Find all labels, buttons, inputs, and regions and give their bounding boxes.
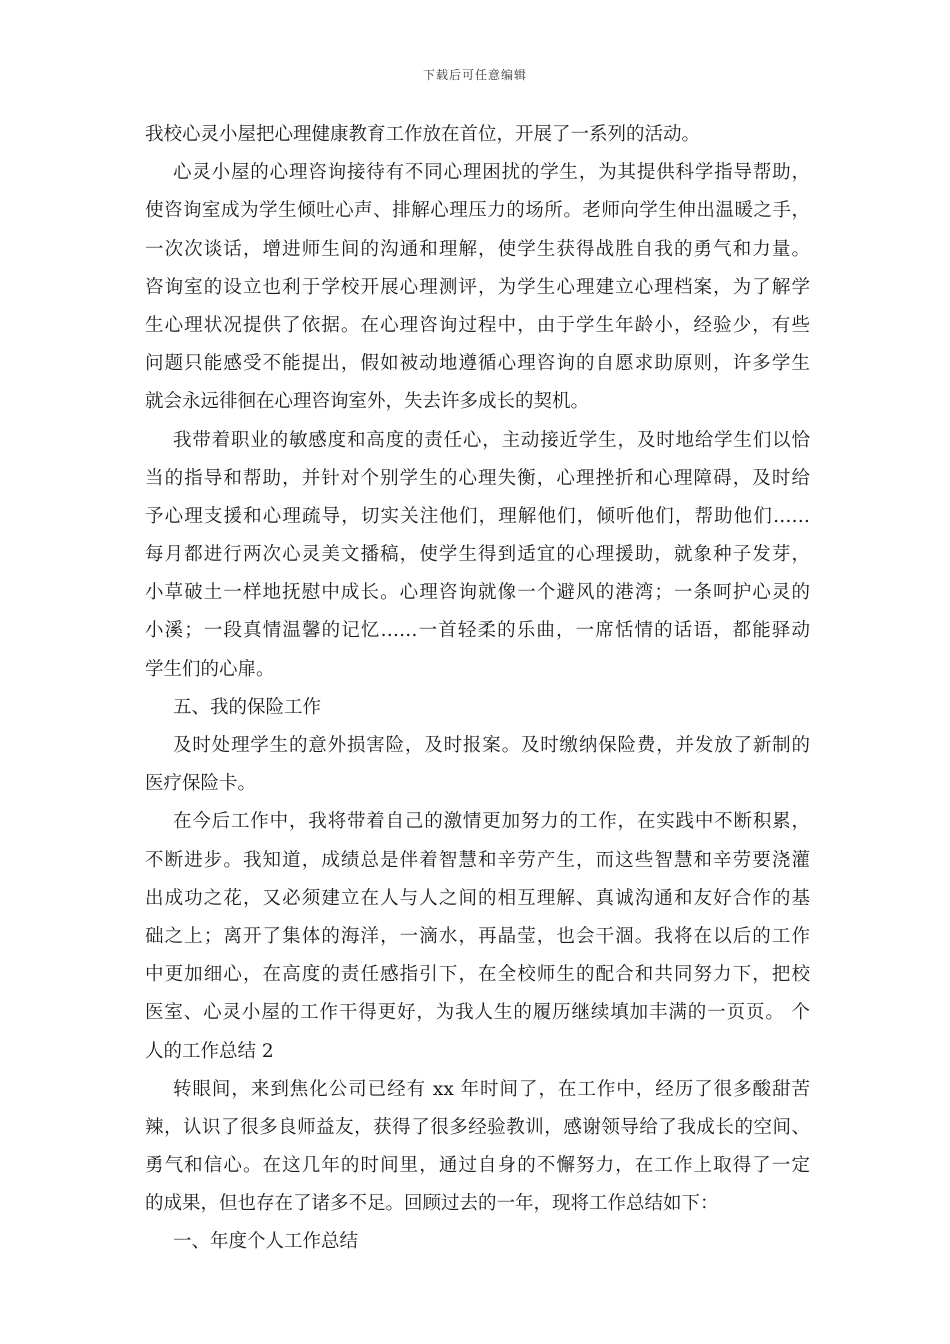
page-header-note: 下载后可任意编辑 [422, 68, 527, 82]
text-line: 咨询室的设立也利于学校开展心理测评，为学生心理建立心理档案，为了解学 [145, 276, 810, 298]
text-line: 础之上；离开了集体的海洋，一滴水，再晶莹，也会干涸。我将在以后的工作 [145, 925, 810, 947]
text-line: 生心理状况提供了依据。在心理咨询过程中，由于学生年龄小，经验少，有些 [145, 314, 810, 336]
text-line: 一次次谈话，增进师生间的沟通和理解，使学生获得战胜自我的勇气和力量。 [145, 238, 810, 260]
text-line: 辣，认识了很多良师益友，获得了很多经验教训，感谢领导给了我成长的空间、 [145, 1116, 810, 1138]
text-line: 及时处理学生的意外损害险，及时报案。及时缴纳保险费，并发放了新制的 [173, 735, 810, 756]
text-line: 我带着职业的敏感度和高度的责任心，主动接近学生，及时地给学生们以恰 [173, 429, 810, 451]
text-line: 医室、心灵小屋的工作干得更好，为我人生的履历继续填加丰满的一页页。 个 [145, 1002, 810, 1024]
text-line: 使咨询室成为学生倾吐心声、排解心理压力的场所。老师向学生伸出温暖之手， [145, 200, 810, 222]
text-line: 一、年度个人工作总结 [173, 1231, 359, 1253]
text-line: 心灵小屋的心理咨询接待有不同心理困扰的学生，为其提供科学指导帮助， [173, 162, 810, 184]
text-line: 每月都进行两次心灵美文播稿，使学生得到适宜的心理援助，就象种子发芽， [145, 544, 810, 566]
text-line: 小草破土一样地抚慰中成长。心理咨询就像一个避风的港湾；一条呵护心灵的 [145, 582, 810, 604]
text-line: 转眼间，来到焦化公司已经有 xx 年时间了，在工作中，经历了很多酸甜苦 [173, 1078, 810, 1100]
text-line: 当的指导和帮助，并针对个别学生的心理失衡，心理挫折和心理障碍，及时给 [145, 467, 810, 489]
text-line: 中更加细心，在高度的责任感指引下，在全校师生的配合和共同努力下，把校 [145, 964, 810, 986]
text-line: 医疗保险卡。 [145, 773, 257, 795]
text-line: 问题只能感受不能提出，假如被动地遵循心理咨询的自愿求助原则，许多学生 [145, 353, 810, 375]
text-line: 学生们的心扉。 [145, 658, 275, 680]
text-line: 予心理支援和心理疏导，切实关注他们，理解他们，倾听他们，帮助他们…… [145, 505, 810, 527]
text-line: 就会永远徘徊在心理咨询室外，失去许多成长的契机。 [145, 391, 590, 413]
text-line: 在今后工作中，我将带着自己的激情更加努力的工作，在实践中不断积累， [173, 811, 810, 833]
text-line: 出成功之花，又必须建立在人与人之间的相互理解、真诚沟通和友好合作的基 [145, 887, 810, 909]
text-line: 五、我的保险工作 [173, 696, 322, 718]
document-body [145, 116, 810, 1262]
text-line: 我校心灵小屋把心理健康教育工作放在首位，开展了一系列的活动。 [145, 124, 701, 145]
text-line: 小溪；一段真情温馨的记忆……一首轻柔的乐曲，一席恬情的话语，都能驿动 [145, 620, 810, 642]
text-line: 不断进步。我知道，成绩总是伴着智慧和辛劳产生，而这些智慧和辛劳要浇灌 [145, 849, 810, 871]
text-line: 的成果，但也存在了诸多不足。回顾过去的一年，现将工作总结如下： [145, 1193, 719, 1215]
text-line: 勇气和信心。在这几年的时间里，通过自身的不懈努力，在工作上取得了一定 [145, 1155, 810, 1177]
text-line: 人的工作总结 2 [145, 1040, 274, 1062]
